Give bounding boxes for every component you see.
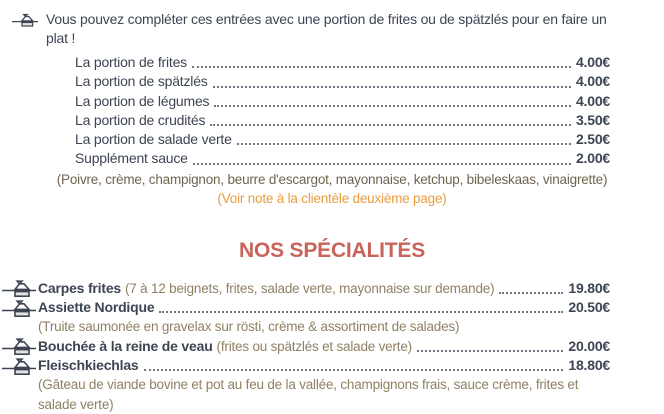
dotted-leader bbox=[213, 86, 571, 88]
portion-label: La portion de frites bbox=[75, 54, 187, 70]
portion-price: 4.00€ bbox=[575, 73, 610, 90]
dotted-leader bbox=[192, 66, 571, 68]
portion-label: La portion de crudités bbox=[75, 111, 206, 128]
portion-price: 4.00€ bbox=[575, 54, 610, 70]
covered-dish-icon bbox=[12, 13, 38, 28]
dotted-leader bbox=[214, 105, 571, 107]
portion-label: La portion de spätzlés bbox=[75, 73, 208, 90]
specialty-description: (frites ou spätzlés et salade verte) bbox=[216, 338, 412, 354]
covered-dish-icon bbox=[2, 280, 36, 298]
specialty-name: Carpes frites bbox=[38, 279, 121, 296]
specialty-price: 20.00€ bbox=[568, 337, 610, 354]
covered-dish-icon bbox=[2, 358, 36, 376]
specialty-row bbox=[2, 356, 610, 375]
dotted-leader bbox=[417, 350, 563, 352]
client-note: (Voir note à la clientèle deuxième page) bbox=[217, 190, 447, 206]
portion-price: 2.00€ bbox=[575, 150, 610, 167]
specialty-price: 19.80€ bbox=[568, 279, 610, 296]
specialty-description: (7 à 12 beignets, frites, salade verte, mayonnaise sur demande) bbox=[125, 280, 495, 296]
portion-row bbox=[75, 92, 610, 111]
portion-row bbox=[75, 53, 610, 72]
covered-dish-icon bbox=[12, 13, 38, 28]
intro-text: Vous pouvez compléter ces entrées avec une portion de frites ou de spätzlés pour en faire un plat ! bbox=[46, 11, 607, 46]
specialties-list bbox=[12, 279, 610, 414]
portion-price: 2.50€ bbox=[575, 131, 610, 148]
specialty-row bbox=[2, 298, 610, 317]
covered-dish-icon bbox=[2, 338, 38, 356]
dotted-leader bbox=[193, 163, 571, 165]
portion-label: La portion de salade verte bbox=[75, 131, 232, 148]
covered-dish-icon bbox=[2, 300, 38, 318]
dotted-leader bbox=[499, 292, 563, 294]
portion-row bbox=[75, 111, 610, 130]
specialty-row bbox=[2, 279, 610, 298]
portion-row bbox=[75, 130, 610, 149]
intro-row bbox=[12, 10, 610, 48]
portion-list bbox=[75, 53, 610, 169]
dotted-leader bbox=[144, 369, 564, 371]
portion-label: La portion de légumes bbox=[75, 92, 210, 109]
specialty-description: (Truite saumonée en gravelax sur rösti, crème & assortiment de salades) bbox=[38, 319, 460, 335]
portion-row bbox=[75, 149, 610, 168]
covered-dish-icon bbox=[2, 280, 38, 298]
dotted-leader bbox=[210, 124, 571, 126]
specialty-price: 20.50€ bbox=[568, 299, 610, 316]
specialty-row bbox=[2, 337, 610, 356]
section-heading: NOS SPÉCIALITÉS bbox=[238, 238, 426, 262]
specialty-name: Fleischkiechlas bbox=[38, 356, 139, 373]
specialty-price: 18.80€ bbox=[568, 356, 610, 373]
sauces-note: (Poivre, crème, champignon, beurre d'escargot, mayonnaise, ketchup, bibeleskaas, vinaigrette) bbox=[56, 171, 608, 187]
specialty-name: Assiette Nordique bbox=[38, 299, 155, 316]
dotted-leader bbox=[237, 143, 571, 145]
covered-dish-icon bbox=[2, 300, 36, 318]
portion-label: Supplément sauce bbox=[75, 150, 188, 167]
covered-dish-icon bbox=[2, 358, 38, 376]
dotted-leader bbox=[159, 311, 563, 313]
specialty-name: Bouchée à la reine de veau bbox=[38, 337, 213, 354]
portion-row bbox=[75, 72, 610, 91]
portion-price: 4.00€ bbox=[575, 92, 610, 109]
portion-price: 3.50€ bbox=[575, 111, 610, 128]
covered-dish-icon bbox=[2, 338, 36, 356]
specialty-description: (Gâteau de viande bovine et pot au feu de la vallée, champignons frais, sauce crème, frites et salade verte) bbox=[38, 377, 579, 412]
